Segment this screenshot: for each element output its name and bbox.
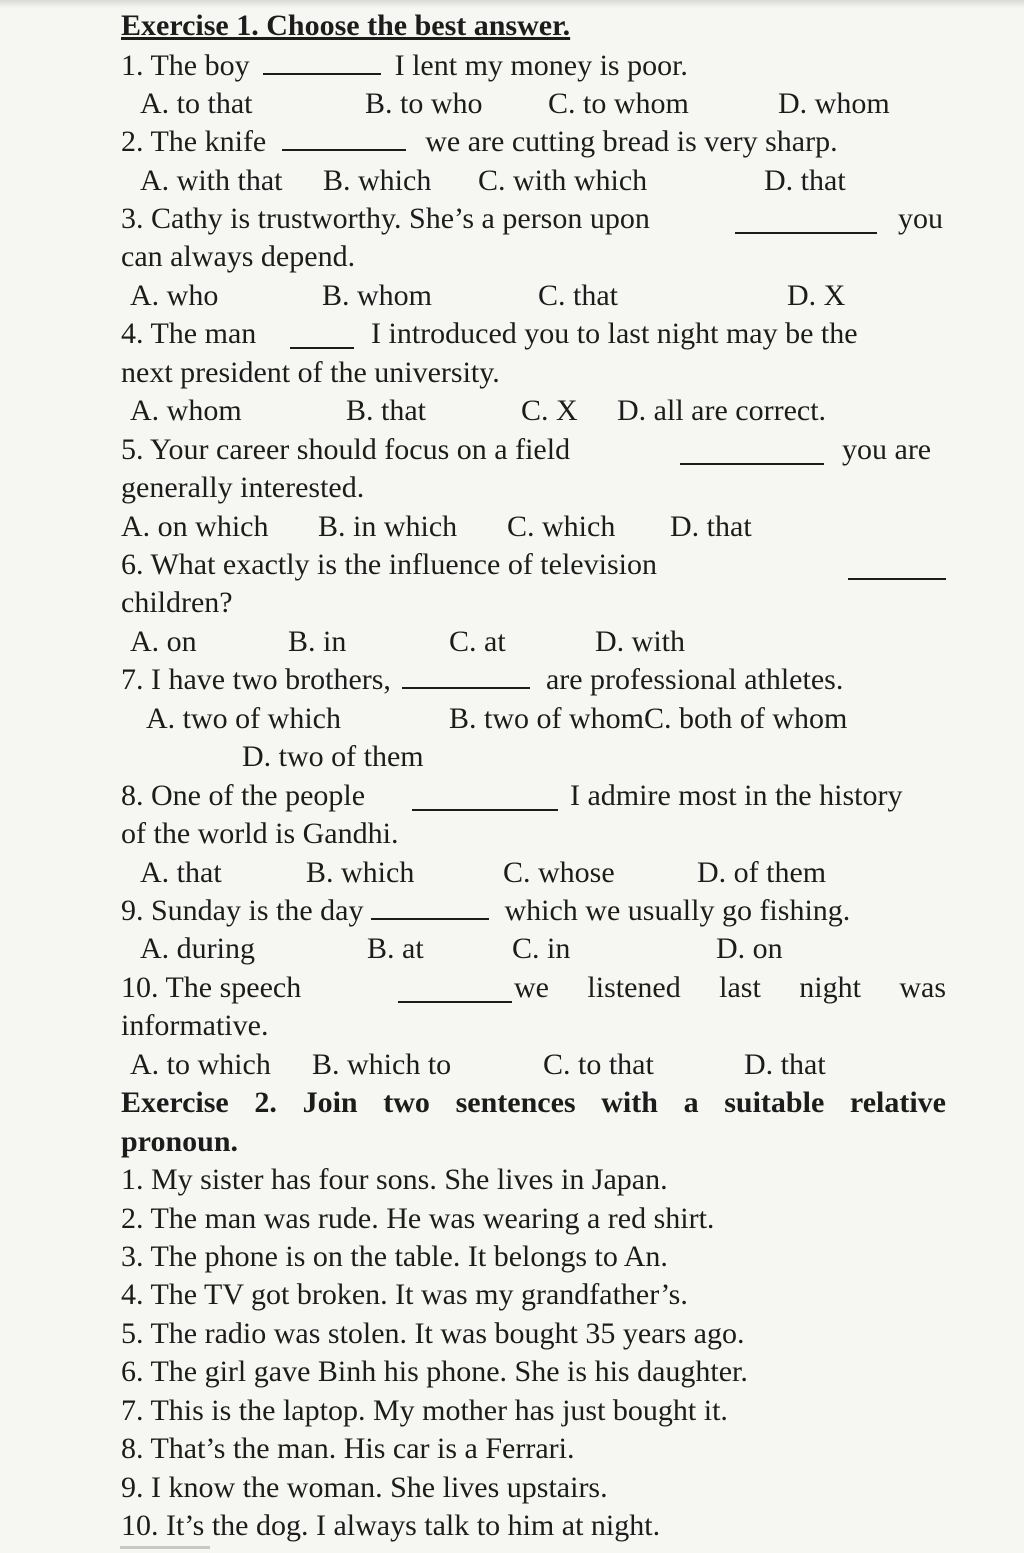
exercise2-item: 1. My sister has four sons. She lives in Japan. xyxy=(121,1163,668,1196)
option-a: A. who xyxy=(130,279,219,312)
option-b: B. to who xyxy=(365,87,483,120)
question-number: 6. xyxy=(121,548,144,581)
question-5 xyxy=(121,432,570,468)
option-b: B. which xyxy=(306,856,415,889)
option-a: A. on xyxy=(130,625,197,658)
option-d: D. whom xyxy=(778,87,890,120)
option-a: A. during xyxy=(140,932,255,965)
question-stem: The speech xyxy=(165,971,302,1004)
option-a: A. two of which xyxy=(146,702,341,735)
answer-blank xyxy=(282,127,406,151)
question-stem: The knife xyxy=(150,125,267,158)
question-3 xyxy=(121,201,650,237)
option-a: A. to that xyxy=(140,87,253,120)
question-10 xyxy=(121,970,301,1006)
option-c: C. whose xyxy=(503,856,615,889)
option-b: B. which to xyxy=(312,1048,452,1081)
option-d: D. X xyxy=(787,279,846,312)
option-d: D. that xyxy=(764,164,846,197)
question-stem: Your career should focus on a field xyxy=(149,433,571,466)
question-2 xyxy=(121,124,838,160)
option-c: C. to whom xyxy=(548,87,689,120)
cropped-bottom-edge xyxy=(120,1546,210,1549)
question-stem-continued: can always depend. xyxy=(121,240,356,273)
exercise2-item: 4. The TV got broken. It was my grandfather’s. xyxy=(121,1278,688,1311)
option-d: D. with xyxy=(595,625,685,658)
exercise2-item: 7. This is the laptop. My mother has just bought it. xyxy=(121,1394,728,1427)
question-stem: which we usually go fishing. xyxy=(504,894,851,927)
answer-blank xyxy=(290,325,354,349)
option-b: B. in xyxy=(288,625,347,658)
question-stem: I admire most in the history xyxy=(570,779,903,812)
answer-blank xyxy=(412,787,558,811)
option-a: A. to which xyxy=(130,1048,271,1081)
option-a: A. that xyxy=(140,856,222,889)
option-b-c: B. two of whomC. both of whom xyxy=(449,702,848,735)
exercise1-title: Exercise 1. Choose the best answer. xyxy=(121,9,571,42)
option-c: C. in xyxy=(512,932,571,965)
question-number: 1. xyxy=(121,49,144,82)
exercise2-item: 9. I know the woman. She lives upstairs. xyxy=(121,1471,608,1504)
question-stem: The boy xyxy=(150,49,250,82)
option-a: A. on which xyxy=(121,510,269,543)
option-c: C. to that xyxy=(543,1048,654,1081)
option-d: D. all are correct. xyxy=(617,394,827,427)
question-number: 7. xyxy=(121,663,144,696)
cropped-top-edge xyxy=(0,0,1024,8)
answer-blank xyxy=(402,665,530,689)
question-4 xyxy=(121,316,256,352)
question-stem: you are xyxy=(842,433,932,466)
question-6 xyxy=(121,547,657,583)
option-d: D. on xyxy=(716,932,783,965)
question-number: 2. xyxy=(121,125,144,158)
option-a: A. whom xyxy=(130,394,242,427)
option-b: B. which xyxy=(323,164,432,197)
option-a: A. with that xyxy=(140,164,283,197)
question-9 xyxy=(121,893,850,929)
question-stem-continued: generally interested. xyxy=(121,471,365,504)
question-stem: What exactly is the influence of television xyxy=(150,548,657,581)
question-stem: we are cutting bread is very sharp. xyxy=(425,125,838,158)
question-number: 8. xyxy=(121,779,144,812)
option-d: D. that xyxy=(744,1048,826,1081)
answer-blank xyxy=(371,896,489,920)
option-b: B. whom xyxy=(322,279,433,312)
question-8 xyxy=(121,778,365,814)
option-d: D. of them xyxy=(697,856,827,889)
question-stem: The man xyxy=(150,317,257,350)
answer-blank xyxy=(680,441,824,465)
exercise2-item: 6. The girl gave Binh his phone. She is his daughter. xyxy=(121,1355,748,1388)
question-stem-continued: children? xyxy=(121,586,233,619)
exercise2-item: 10. It’s the dog. I always talk to him at night. xyxy=(121,1509,661,1542)
option-d: D. two of them xyxy=(242,740,424,773)
question-stem: Sunday is the day xyxy=(151,894,364,927)
question-stem: I have two brothers, xyxy=(151,663,391,696)
question-7 xyxy=(121,662,843,698)
option-d: D. that xyxy=(670,510,752,543)
question-stem: I introduced you to last night may be the xyxy=(371,317,858,350)
question-stem: we listened last night was xyxy=(514,971,946,1004)
option-c: C. that xyxy=(538,279,618,312)
question-1 xyxy=(121,48,688,84)
option-c: C. with which xyxy=(478,164,648,197)
option-b: B. at xyxy=(367,932,424,965)
exercise2-item: 8. That’s the man. His car is a Ferrari. xyxy=(121,1432,575,1465)
option-c: C. which xyxy=(507,510,616,543)
question-number: 3. xyxy=(121,202,144,235)
option-b: B. in which xyxy=(318,510,458,543)
exercise2-item: 5. The radio was stolen. It was bought 35 years ago. xyxy=(121,1317,745,1350)
question-stem-continued: informative. xyxy=(121,1009,269,1042)
question-stem: I lent my money is poor. xyxy=(394,49,688,82)
question-stem: you xyxy=(898,202,943,235)
answer-blank xyxy=(263,51,381,75)
exercise2-item: 3. The phone is on the table. It belongs to An. xyxy=(121,1240,668,1273)
question-stem-continued: of the world is Gandhi. xyxy=(121,817,399,850)
option-c: C. X xyxy=(521,394,578,427)
option-b: B. that xyxy=(346,394,426,427)
question-number: 4. xyxy=(121,317,144,350)
question-number: 9. xyxy=(121,894,144,927)
question-stem: One of the people xyxy=(151,779,366,812)
question-stem-continued: next president of the university. xyxy=(121,356,500,389)
answer-blank xyxy=(735,210,877,234)
question-number: 10. xyxy=(121,971,159,1004)
question-stem: Cathy is trustworthy. She’s a person upon xyxy=(151,202,650,235)
exercise2-item: 2. The man was rude. He was wearing a red shirt. xyxy=(121,1202,715,1235)
exercise2-title: Exercise 2. Join two sentences with a suitable relative xyxy=(121,1086,946,1119)
question-stem: are professional athletes. xyxy=(545,663,844,696)
answer-blank xyxy=(848,556,946,580)
question-number: 5. xyxy=(121,433,144,466)
answer-blank xyxy=(398,979,512,1003)
option-c: C. at xyxy=(449,625,506,658)
exercise2-title-continued: pronoun. xyxy=(121,1125,239,1158)
